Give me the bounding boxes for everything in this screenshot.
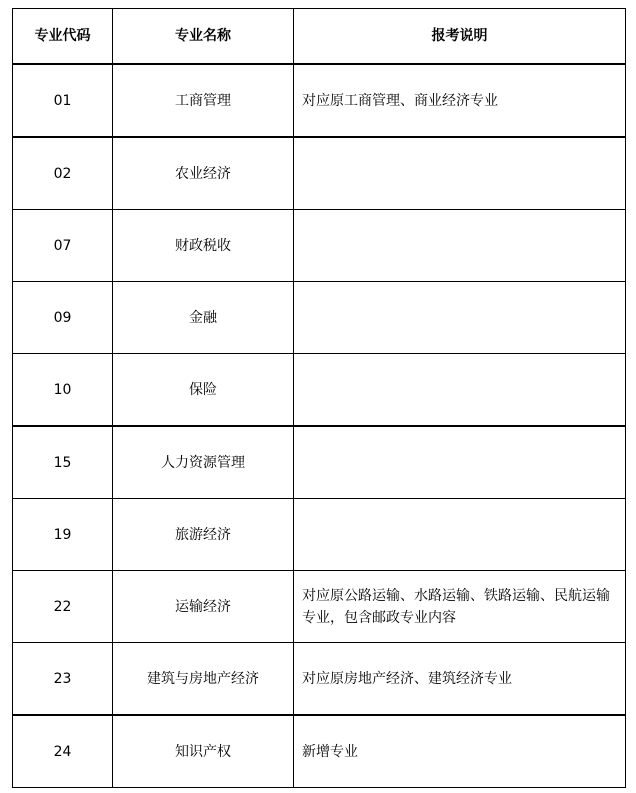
major-note: 对应原房地产经济、建筑经济专业 <box>294 643 626 716</box>
header-note: 报考说明 <box>294 9 626 65</box>
major-name: 运输经济 <box>113 571 294 643</box>
table-row <box>13 354 626 427</box>
major-name: 人力资源管理 <box>113 426 294 499</box>
major-code: 19 <box>13 499 113 571</box>
major-note <box>294 210 626 282</box>
table-row <box>13 499 626 571</box>
major-code: 24 <box>13 715 113 788</box>
major-code: 22 <box>13 571 113 643</box>
table-row <box>13 64 626 137</box>
major-name: 旅游经济 <box>113 499 294 571</box>
major-code: 15 <box>13 426 113 499</box>
major-code: 02 <box>13 137 113 210</box>
table-row <box>13 282 626 354</box>
major-name: 知识产权 <box>113 715 294 788</box>
major-code: 10 <box>13 354 113 427</box>
major-note <box>294 282 626 354</box>
majors-table <box>12 8 626 788</box>
table-row <box>13 715 626 788</box>
table-row <box>13 137 626 210</box>
major-name: 建筑与房地产经济 <box>113 643 294 716</box>
major-name: 农业经济 <box>113 137 294 210</box>
header-code: 专业代码 <box>13 9 113 65</box>
major-note <box>294 426 626 499</box>
major-note <box>294 354 626 427</box>
table-row <box>13 210 626 282</box>
major-code: 23 <box>13 643 113 716</box>
major-note <box>294 137 626 210</box>
table-row <box>13 426 626 499</box>
major-code: 07 <box>13 210 113 282</box>
major-note: 新增专业 <box>294 715 626 788</box>
header-row <box>13 9 626 65</box>
major-code: 09 <box>13 282 113 354</box>
major-note: 对应原公路运输、水路运输、铁路运输、民航运输专业，包含邮政专业内容 <box>294 571 626 643</box>
major-name: 金融 <box>113 282 294 354</box>
major-name: 财政税收 <box>113 210 294 282</box>
major-code: 01 <box>13 64 113 137</box>
major-name: 保险 <box>113 354 294 427</box>
major-note <box>294 499 626 571</box>
major-name: 工商管理 <box>113 64 294 137</box>
header-name: 专业名称 <box>113 9 294 65</box>
table-row <box>13 571 626 643</box>
major-note: 对应原工商管理、商业经济专业 <box>294 64 626 137</box>
table-row <box>13 643 626 716</box>
